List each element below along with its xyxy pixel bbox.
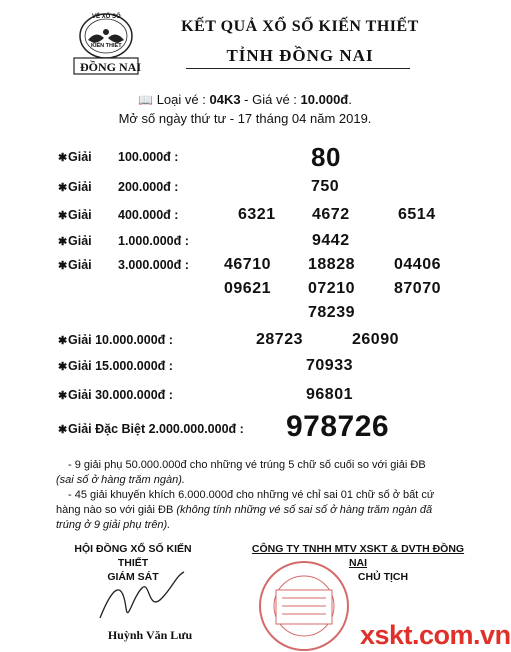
prize-amount: 100.000đ : xyxy=(118,150,179,164)
prize-label: Giải 10.000.000đ : xyxy=(68,333,173,347)
note-2-text: - 45 giải khuyến khích 6.000.000đ cho những vé chỉ sai 01 chữ số ở bất cứ xyxy=(68,489,435,501)
prize-row xyxy=(58,388,173,402)
prize-row xyxy=(58,180,179,194)
note-1-text: - 9 giải phụ 50.000.000đ cho những vé trúng 5 chữ số cuối so với giải ĐB xyxy=(68,459,426,471)
prize-row xyxy=(58,258,189,272)
note-2-text-b: hàng nào so với giải ĐB xyxy=(56,504,177,516)
left-signer-role: GIÁM SÁT xyxy=(107,571,159,583)
watermark-brand: xskt.com.vn xyxy=(360,620,511,650)
prize-amount: 3.000.000đ : xyxy=(118,258,189,272)
prize-row xyxy=(58,422,244,436)
winning-number: 07210 xyxy=(308,280,355,297)
left-signer-name: Huỳnh Văn Lưu xyxy=(107,628,193,642)
bullet-icon: ✱ xyxy=(58,210,68,222)
bullet-icon: ✱ xyxy=(58,361,68,373)
prize-amount: 200.000đ : xyxy=(118,180,179,194)
note-2 xyxy=(56,488,476,533)
note-1 xyxy=(56,458,476,488)
prize-amount: 400.000đ : xyxy=(118,208,179,222)
logo-text-mid: KIẾN THIẾT xyxy=(91,43,122,49)
winning-number: 4672 xyxy=(312,206,350,223)
ticket-info-line xyxy=(0,92,490,107)
prize-row xyxy=(58,333,173,347)
ticket-price-label: - Giá vé : xyxy=(240,92,301,107)
draw-date-line: Mở số ngày thứ tư - 17 tháng 04 năm 2019. xyxy=(118,111,372,126)
right-signer-org: CÔNG TY TNHH MTV XSKT & DVTH ĐỒNG NAI xyxy=(251,543,465,569)
document-subtitle: TỈNH ĐỒNG NAI xyxy=(226,46,374,65)
winning-number: 78239 xyxy=(308,304,355,321)
winning-number: 6321 xyxy=(238,206,276,223)
prize-row xyxy=(58,208,179,222)
subtitle-underline xyxy=(186,68,410,69)
document-title: KẾT QUẢ XỔ SỐ KIẾN THIẾT xyxy=(181,18,419,35)
bullet-icon: ✱ xyxy=(58,424,68,436)
special-prize-number: 978726 xyxy=(286,410,390,443)
note-1-italic: (sai số ở hàng trăm ngàn). xyxy=(56,474,185,486)
left-handwritten-signature xyxy=(92,568,202,628)
ticket-info-period: . xyxy=(348,92,352,107)
prize-row xyxy=(58,150,179,164)
winning-number: 96801 xyxy=(306,386,353,403)
prize-row xyxy=(58,234,189,248)
prize-label: Giải Đặc Biệt 2.000.000.000đ : xyxy=(68,422,244,436)
left-signer-org: HỘI ĐỒNG XỔ SỐ KIẾN THIẾT xyxy=(74,543,192,569)
winning-number: 750 xyxy=(311,178,340,195)
prize-label: Giải xyxy=(68,208,92,222)
prize-label: Giải xyxy=(68,258,92,272)
book-icon: 📖 xyxy=(138,93,154,107)
prize-amount: 1.000.000đ : xyxy=(118,234,189,248)
company-stamp xyxy=(254,556,354,652)
winning-number: 18828 xyxy=(308,256,355,273)
prize-label: Giải 30.000.000đ : xyxy=(68,388,173,402)
ticket-price-value: 10.000đ xyxy=(300,92,349,107)
prize-row xyxy=(58,359,173,373)
logo-text-top: VÉ XỔ SỐ xyxy=(92,14,121,20)
winning-number: 6514 xyxy=(398,206,436,223)
note-2-italic: (không tính những vé số sai số ở hàng trăm ngàn đã xyxy=(176,504,433,516)
winning-number: 26090 xyxy=(352,331,399,348)
winning-number: 87070 xyxy=(394,280,441,297)
prize-label: Giải xyxy=(68,234,92,248)
winning-number: 9442 xyxy=(312,232,350,249)
ticket-type-label: Loại vé : xyxy=(156,92,206,107)
right-signer-role: CHỦ TỊCH xyxy=(357,571,409,583)
logo-text-bottom: ĐỒNG NAI xyxy=(80,60,142,74)
bullet-icon: ✱ xyxy=(58,182,68,194)
winning-number: 80 xyxy=(311,142,341,172)
bullet-icon: ✱ xyxy=(58,236,68,248)
bullet-icon: ✱ xyxy=(58,335,68,347)
bullet-icon: ✱ xyxy=(58,152,68,164)
prize-label: Giải xyxy=(68,150,92,164)
prize-label: Giải 15.000.000đ : xyxy=(68,359,173,373)
ticket-type-value: 04K3 xyxy=(209,92,241,107)
winning-number: 28723 xyxy=(256,331,303,348)
winning-number: 46710 xyxy=(224,256,271,273)
winning-number: 70933 xyxy=(306,357,353,374)
winning-number: 09621 xyxy=(224,280,271,297)
note-2-italic-b: trúng ở 9 giải phụ trên). xyxy=(56,519,171,531)
prize-label: Giải xyxy=(68,180,92,194)
notes-section xyxy=(56,458,476,533)
bullet-icon: ✱ xyxy=(58,390,68,402)
bullet-icon: ✱ xyxy=(58,260,68,272)
winning-number: 04406 xyxy=(394,256,441,273)
